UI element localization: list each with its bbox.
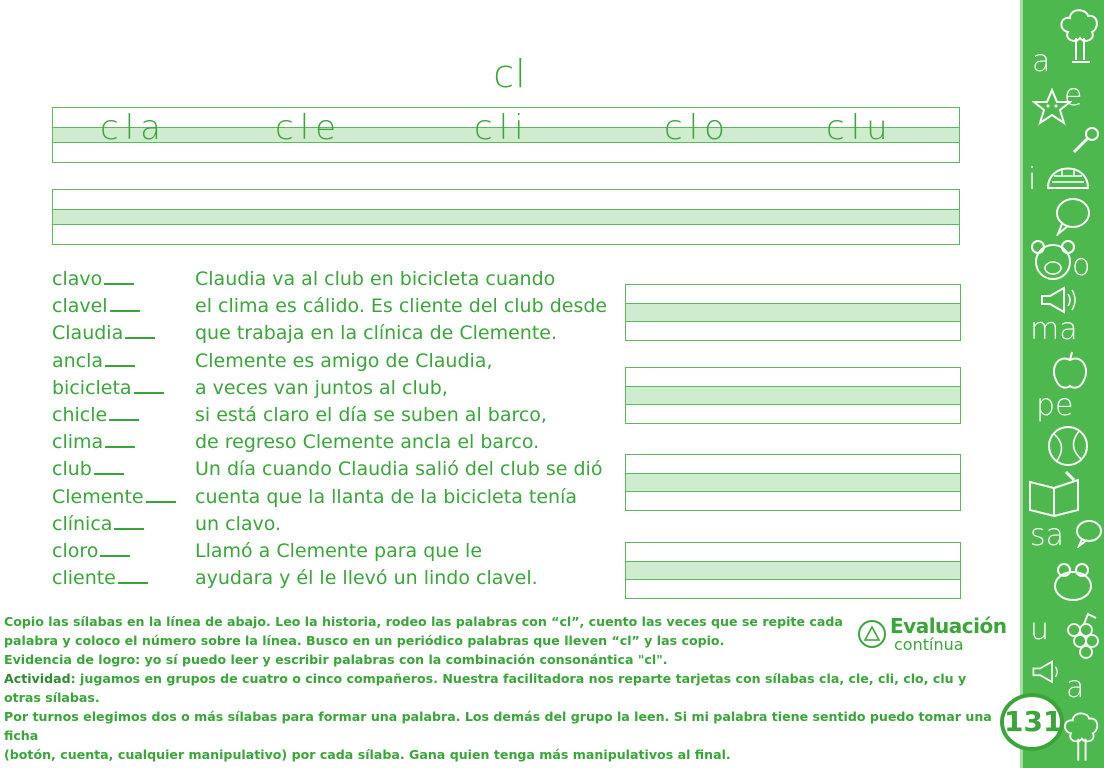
count-blank[interactable] [134, 392, 164, 394]
sidebar-letter: i [1028, 162, 1037, 197]
word-item: bicicleta [52, 375, 176, 402]
count-blank[interactable] [146, 501, 176, 503]
sidebar-letter: u [1030, 612, 1050, 647]
story-line: ayudara y él le llevó un lindo clavel. [195, 567, 538, 590]
story-text [195, 266, 607, 592]
word-item: clínica [52, 511, 176, 538]
syllable-clu: clu [826, 108, 894, 148]
word-item: ancla [52, 348, 176, 375]
story-line: Clemente es amigo de Claudia, [195, 349, 493, 372]
frog-icon [1046, 556, 1100, 606]
syllable-clo: clo [664, 108, 731, 148]
count-blank[interactable] [110, 310, 140, 312]
activity-label: Actividad [4, 671, 71, 686]
bear-face-icon [1028, 238, 1078, 282]
story-line: si está claro el día se suben al barco, [195, 403, 547, 426]
word-item: Claudia [52, 320, 176, 347]
word-item: Clemente [52, 484, 176, 511]
sidebar-letter: pe [1036, 388, 1074, 423]
tree-icon [1060, 706, 1102, 766]
syllable-cli: cli [474, 108, 530, 148]
megaphone-icon [1038, 284, 1078, 314]
syllable-cle: cle [275, 108, 343, 148]
page-number: 131 [1000, 693, 1064, 751]
decorative-sidebar [1020, 0, 1104, 768]
count-blank[interactable] [125, 337, 155, 339]
word-item: cliente [52, 565, 176, 592]
count-blank[interactable] [105, 365, 135, 367]
count-blank[interactable] [104, 283, 134, 285]
grapes-icon [1064, 612, 1102, 666]
writing-box[interactable] [625, 284, 961, 341]
sidebar-letter: e [1064, 78, 1083, 113]
word-item: clavel [52, 293, 176, 320]
sidebar-letter: sa [1030, 518, 1065, 553]
word-item: club [52, 456, 176, 483]
story-line: el clima es cálido. Es cliente del club desde [195, 295, 608, 318]
story-line: que trabaja en la clínica de Clemente. [195, 322, 558, 345]
count-blank[interactable] [105, 446, 135, 448]
book-icon [1026, 470, 1084, 520]
evaluation-subtitle: contínua [894, 635, 964, 654]
word-list [52, 266, 176, 592]
word-item: clavo [52, 266, 176, 293]
apple-icon [1050, 350, 1090, 392]
writing-box[interactable] [625, 454, 961, 511]
evaluation-title: Evaluación [890, 614, 1007, 638]
story-line: cuenta que la llanta de la bicicleta tenía [195, 485, 577, 508]
count-blank[interactable] [109, 419, 139, 421]
story-line: de regreso Clemente ancla el barco. [195, 431, 540, 454]
word-item: cloro [52, 538, 176, 565]
story-line: un clavo. [195, 512, 282, 535]
speech-bubble-icon [1052, 196, 1092, 236]
ball-icon [1046, 424, 1090, 468]
word-item: chicle [52, 402, 176, 429]
count-blank[interactable] [94, 473, 124, 475]
sidebar-letter: a [1066, 670, 1085, 705]
speech-bubble-icon [1074, 518, 1104, 548]
syllable-cla: cla [100, 108, 167, 148]
instructions: Copio las sílabas en la línea de abajo. Leo la historia, rodeo las palabras con “cl”, cuento las veces que se repite cada palabra y coloco el número sobre la línea. Busco en un periódico palabras que lleven “cl” y las copio. Evidencia de logro: yo sí puedo leer y escribir palabras con la combinación consonántica "cl". Actividad: jugamos en grupos de cuatro o cinco compañeros. Nuestra facilitadora nos reparte tarjetas con sílabas cla, cle, cli, clo, clu y otras sílabas. Por turnos elegimos dos o más sílabas para formar una palabra. Los demás del grupo la leen. Si mi palabra tiene sentido puedo tomar una ficha (botón, cuenta, cualquier manipulativo) por cada sílaba. Gana quien tenga más manipulativos al final. [4, 614, 992, 762]
writing-box[interactable] [625, 542, 961, 599]
megaphone-icon [1030, 658, 1064, 684]
page-title: cl [493, 52, 527, 96]
sidebar-letter: a [1032, 44, 1051, 79]
count-blank[interactable] [118, 582, 148, 584]
story-line: Llamó a Clemente para que le [195, 539, 483, 562]
story-line: Un día cuando Claudia salió del club se dió [195, 458, 603, 481]
copy-writing-line[interactable] [52, 189, 960, 245]
word-item: clima [52, 429, 176, 456]
igloo-icon [1044, 152, 1092, 192]
count-blank[interactable] [100, 555, 130, 557]
count-blank[interactable] [114, 528, 144, 530]
story-line: Claudia va al club en bicicleta cuando [195, 268, 556, 290]
tree-icon [1056, 6, 1102, 64]
writing-box[interactable] [625, 367, 961, 424]
sidebar-letter: ma [1030, 312, 1078, 347]
sidebar-letter: o [1072, 248, 1091, 283]
story-line: a veces van juntos al club, [195, 376, 448, 399]
